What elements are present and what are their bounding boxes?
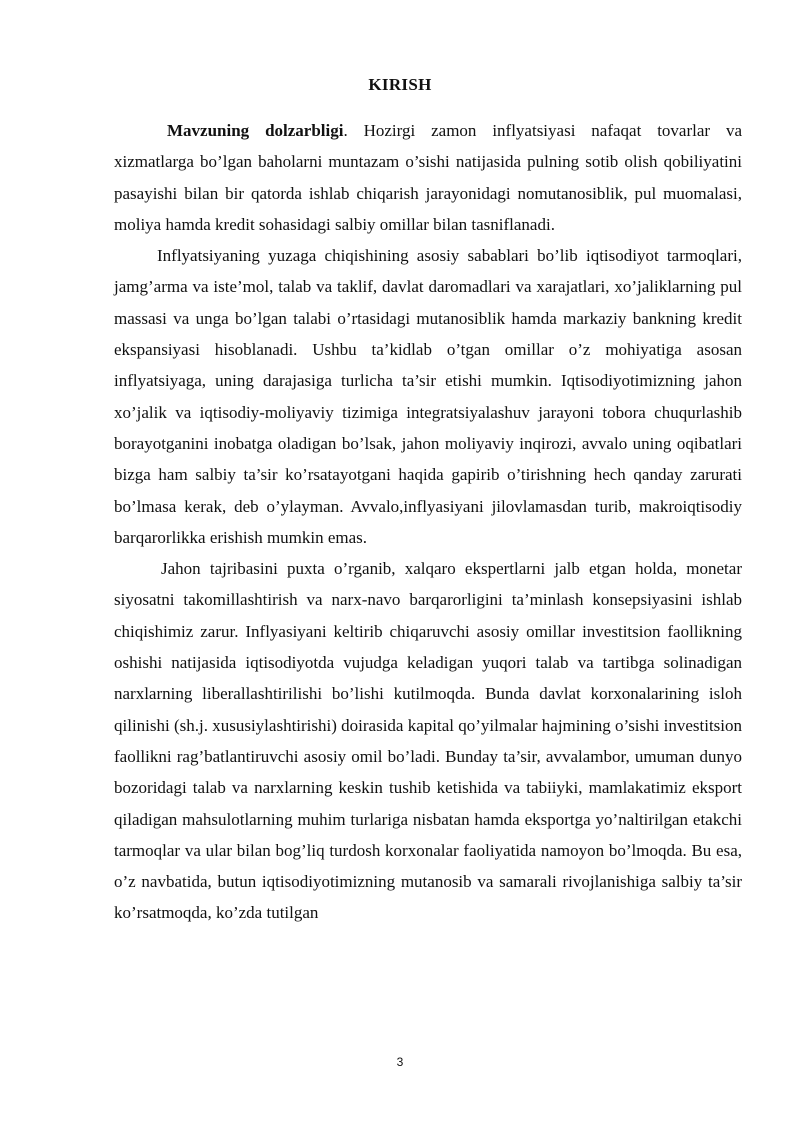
paragraph-inflation-causes: Inflyatsiyaning yuzaga chiqishining asosiy sabablari bo’lib iqtisodiyot tarmoqlari, jamg’arma va iste’mol, talab va taklif, davlat daromadlari va xarajatlari, xo’jaliklarning pul massasi va unga bo’lgan talabi o’rtasidagi mutanosiblik hamda markaziy bankning kredit ekspansiyasi hisoblanadi. Ushbu ta’kidlab o’tgan omillar o’z mohiyatiga asosan inflyatsiyaga, uning darajasiga turlicha ta’sir etishi mumkin. Iqtisodiyotimizning jahon xo’jalik va iqtisodiy-moliyaviy tizimiga integratsiyalashuv jarayoni tobora chuqurlashib borayotganini inobatga oladigan bo’lsak, jahon moliyaviy inqirozi, avvalo uning oqibatlari bizga ham salbiy ta’sir ko’rsatayotgani haqida gapirib o’tirishning hech qanday zarurati bo’lmasa kerak, deb o’ylayman. Avvalo,inflyasiyani jilovlamasdan turib, makroiqtisodiy barqarorlikka erishish mumkin emas. <box>114 246 742 547</box>
paragraph-relevance <box>114 115 742 240</box>
paragraph-world-experience: Jahon tajribasini puxta o’rganib, xalqaro ekspertlarni jalb etgan holda, monetar siyosatni takomillashtirish va narx-navo barqarorligini ta’minlash konsepsiyasini ishlab chiqishimiz zarur. Inflyasiyani keltirib chiqaruvchi asosiy omillar investitsion faollikning oshishi natijasida iqtisodiyotda vujudga keladigan yuqori talab va tartibga solinadigan narxlarning liberallashtirilishi bo’lishi kutilmoqda. Bunda davlat korxonalarining isloh qilinishi (sh.j. xususiylashtirishi) doirasida kapital qo’yilmalar hajmining o’sishi investitsion faollikni rag’batlantiruvchi asosiy omil bo’ladi. Bunday ta’sir, avvalambor, umuman dunyo bozoridagi talab va narxlarning keskin tushib ketishida va tabiiyki, mamlakatimiz eksport qiladigan mahsulotlarning muhim turlariga nisbatan hamda eksportga yo’naltirilgan etakchi tarmoqlar va ular bilan bog’liq turdosh korxonalar faoliyatida namoyon bo’lmoqda. Bu esa, o’z navbatida, butun iqtisodiyotimizning mutanosib va samarali rivojlanishiga salbiy ta’sir ko’rsatmoqda, ko’zda tutilgan <box>114 559 743 923</box>
paragraph-lead: Mavzuning dolzarbligi <box>167 121 344 140</box>
section-title: KIRISH <box>368 75 432 94</box>
page-number: 3 <box>396 1055 404 1069</box>
body-text <box>114 115 742 929</box>
paragraph-relevance-text: . Hozirgi zamon inflyatsiyasi nafaqat tovarlar va xizmatlarga bo’lgan baholarni muntazam o’sishi natijasida pulning sotib olish qobiliyatini pasayishi bilan bir qatorda ishlab chiqarish jarayonidagi nomutanosiblik, pul muomalasi, moliya hamda kredit sohasidagi salbiy omillar bilan tasniflanadi. <box>114 121 742 234</box>
